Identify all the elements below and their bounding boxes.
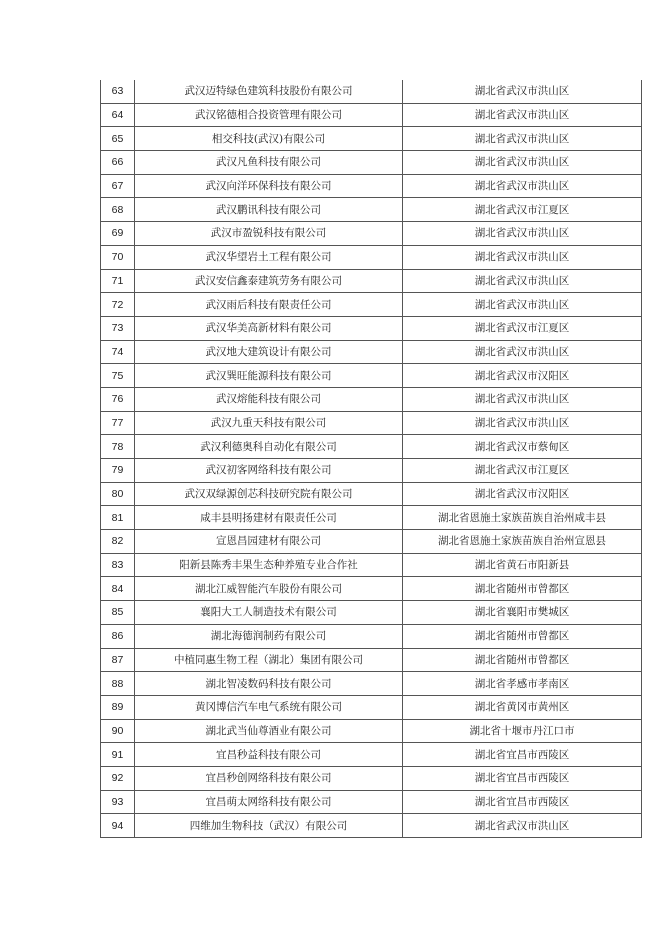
location-cell: 湖北省武汉市汉阳区	[403, 364, 642, 388]
row-number-cell: 72	[101, 293, 135, 317]
company-name-cell: 相交科技(武汉)有限公司	[135, 127, 403, 151]
location-cell: 湖北省武汉市蔡甸区	[403, 435, 642, 459]
location-cell: 湖北省武汉市洪山区	[403, 269, 642, 293]
location-cell: 湖北省武汉市江夏区	[403, 459, 642, 483]
location-cell: 湖北省襄阳市樊城区	[403, 601, 642, 625]
row-number-cell: 69	[101, 222, 135, 246]
location-cell: 湖北省武汉市江夏区	[403, 198, 642, 222]
table-row	[101, 601, 642, 625]
row-number-cell: 67	[101, 174, 135, 198]
location-cell: 湖北省武汉市汉阳区	[403, 482, 642, 506]
row-number-cell: 80	[101, 482, 135, 506]
company-name-cell: 湖北武当仙尊酒业有限公司	[135, 719, 403, 743]
row-number-cell: 66	[101, 151, 135, 175]
company-name-cell: 咸丰县明扬建材有限责任公司	[135, 506, 403, 530]
location-cell: 湖北省十堰市丹江口市	[403, 719, 642, 743]
row-number-cell: 91	[101, 743, 135, 767]
table-row	[101, 672, 642, 696]
table-row	[101, 435, 642, 459]
company-name-cell: 武汉雨后科技有限责任公司	[135, 293, 403, 317]
row-number-cell: 89	[101, 695, 135, 719]
company-name-cell: 武汉市盈锐科技有限公司	[135, 222, 403, 246]
location-cell: 湖北省武汉市洪山区	[403, 127, 642, 151]
row-number-cell: 86	[101, 624, 135, 648]
row-number-cell: 92	[101, 766, 135, 790]
company-name-cell: 武汉地大建筑设计有限公司	[135, 340, 403, 364]
table-row	[101, 553, 642, 577]
row-number-cell: 68	[101, 198, 135, 222]
location-cell: 湖北省恩施土家族苗族自治州咸丰县	[403, 506, 642, 530]
location-cell: 湖北省孝感市孝南区	[403, 672, 642, 696]
location-cell: 湖北省恩施土家族苗族自治州宣恩县	[403, 530, 642, 554]
table-row	[101, 577, 642, 601]
table-row	[101, 790, 642, 814]
company-name-cell: 武汉熔能科技有限公司	[135, 387, 403, 411]
company-name-cell: 武汉初客网络科技有限公司	[135, 459, 403, 483]
row-number-cell: 83	[101, 553, 135, 577]
row-number-cell: 93	[101, 790, 135, 814]
row-number-cell: 82	[101, 530, 135, 554]
company-name-cell: 宣恩昌园建材有限公司	[135, 530, 403, 554]
row-number-cell: 79	[101, 459, 135, 483]
company-name-cell: 宜昌秒创网络科技有限公司	[135, 766, 403, 790]
table-row	[101, 766, 642, 790]
company-name-cell: 武汉铭德相合投资管理有限公司	[135, 103, 403, 127]
row-number-cell: 64	[101, 103, 135, 127]
location-cell: 湖北省黄冈市黄州区	[403, 695, 642, 719]
location-cell: 湖北省武汉市江夏区	[403, 316, 642, 340]
company-name-cell: 武汉华美高新材料有限公司	[135, 316, 403, 340]
company-name-cell: 武汉安信鑫泰建筑劳务有限公司	[135, 269, 403, 293]
location-cell: 湖北省武汉市洪山区	[403, 814, 642, 838]
company-name-cell: 湖北江威智能汽车股份有限公司	[135, 577, 403, 601]
location-cell: 湖北省武汉市洪山区	[403, 293, 642, 317]
table-row	[101, 482, 642, 506]
location-cell: 湖北省武汉市洪山区	[403, 103, 642, 127]
table-row	[101, 316, 642, 340]
row-number-cell: 87	[101, 648, 135, 672]
row-number-cell: 90	[101, 719, 135, 743]
table-row	[101, 80, 642, 103]
table-row	[101, 530, 642, 554]
table-row	[101, 364, 642, 388]
company-name-cell: 湖北海德润制药有限公司	[135, 624, 403, 648]
table-row	[101, 459, 642, 483]
company-name-cell: 宜昌萌太网络科技有限公司	[135, 790, 403, 814]
company-name-cell: 宜昌秒益科技有限公司	[135, 743, 403, 767]
location-cell: 湖北省武汉市洪山区	[403, 245, 642, 269]
table-row	[101, 506, 642, 530]
row-number-cell: 76	[101, 387, 135, 411]
row-number-cell: 65	[101, 127, 135, 151]
company-name-cell: 武汉凡鱼科技有限公司	[135, 151, 403, 175]
location-cell: 湖北省武汉市洪山区	[403, 340, 642, 364]
company-name-cell: 武汉双绿源创芯科技研究院有限公司	[135, 482, 403, 506]
location-cell: 湖北省武汉市洪山区	[403, 387, 642, 411]
table-row	[101, 719, 642, 743]
company-list-table	[100, 80, 642, 838]
table-row	[101, 624, 642, 648]
row-number-cell: 88	[101, 672, 135, 696]
company-name-cell: 武汉鹏讯科技有限公司	[135, 198, 403, 222]
table-row	[101, 151, 642, 175]
location-cell: 湖北省武汉市洪山区	[403, 411, 642, 435]
company-list-body	[101, 80, 642, 838]
table-row	[101, 127, 642, 151]
table-row	[101, 695, 642, 719]
table-row	[101, 198, 642, 222]
location-cell: 湖北省黄石市阳新县	[403, 553, 642, 577]
row-number-cell: 84	[101, 577, 135, 601]
row-number-cell: 73	[101, 316, 135, 340]
location-cell: 湖北省随州市曾都区	[403, 577, 642, 601]
location-cell: 湖北省宜昌市西陵区	[403, 766, 642, 790]
table-row	[101, 814, 642, 838]
location-cell: 湖北省随州市曾都区	[403, 624, 642, 648]
table-row	[101, 743, 642, 767]
location-cell: 湖北省武汉市洪山区	[403, 222, 642, 246]
company-name-cell: 武汉华望岩土工程有限公司	[135, 245, 403, 269]
location-cell: 湖北省武汉市洪山区	[403, 174, 642, 198]
company-name-cell: 武汉九重天科技有限公司	[135, 411, 403, 435]
table-row	[101, 411, 642, 435]
company-name-cell: 武汉巽旺能源科技有限公司	[135, 364, 403, 388]
row-number-cell: 75	[101, 364, 135, 388]
table-row	[101, 269, 642, 293]
table-row	[101, 340, 642, 364]
company-name-cell: 阳新县陈秀丰果生态种养殖专业合作社	[135, 553, 403, 577]
company-name-cell: 武汉利德奥科自动化有限公司	[135, 435, 403, 459]
location-cell: 湖北省武汉市洪山区	[403, 151, 642, 175]
table-row	[101, 293, 642, 317]
company-name-cell: 四维加生物科技（武汉）有限公司	[135, 814, 403, 838]
table-row	[101, 174, 642, 198]
company-name-cell: 襄阳大工人制造技术有限公司	[135, 601, 403, 625]
row-number-cell: 70	[101, 245, 135, 269]
row-number-cell: 81	[101, 506, 135, 530]
row-number-cell: 74	[101, 340, 135, 364]
location-cell: 湖北省武汉市洪山区	[403, 80, 642, 103]
company-name-cell: 武汉迈特绿色建筑科技股份有限公司	[135, 80, 403, 103]
table-row	[101, 648, 642, 672]
row-number-cell: 63	[101, 80, 135, 103]
row-number-cell: 78	[101, 435, 135, 459]
table-row	[101, 387, 642, 411]
row-number-cell: 71	[101, 269, 135, 293]
table-row	[101, 222, 642, 246]
table-row	[101, 103, 642, 127]
company-name-cell: 中植同惠生物工程（湖北）集团有限公司	[135, 648, 403, 672]
company-name-cell: 黄冈博信汽车电气系统有限公司	[135, 695, 403, 719]
company-name-cell: 湖北智凌数码科技有限公司	[135, 672, 403, 696]
location-cell: 湖北省宜昌市西陵区	[403, 743, 642, 767]
location-cell: 湖北省随州市曾都区	[403, 648, 642, 672]
table-row	[101, 245, 642, 269]
row-number-cell: 77	[101, 411, 135, 435]
location-cell: 湖北省宜昌市西陵区	[403, 790, 642, 814]
row-number-cell: 94	[101, 814, 135, 838]
row-number-cell: 85	[101, 601, 135, 625]
company-name-cell: 武汉向洋环保科技有限公司	[135, 174, 403, 198]
